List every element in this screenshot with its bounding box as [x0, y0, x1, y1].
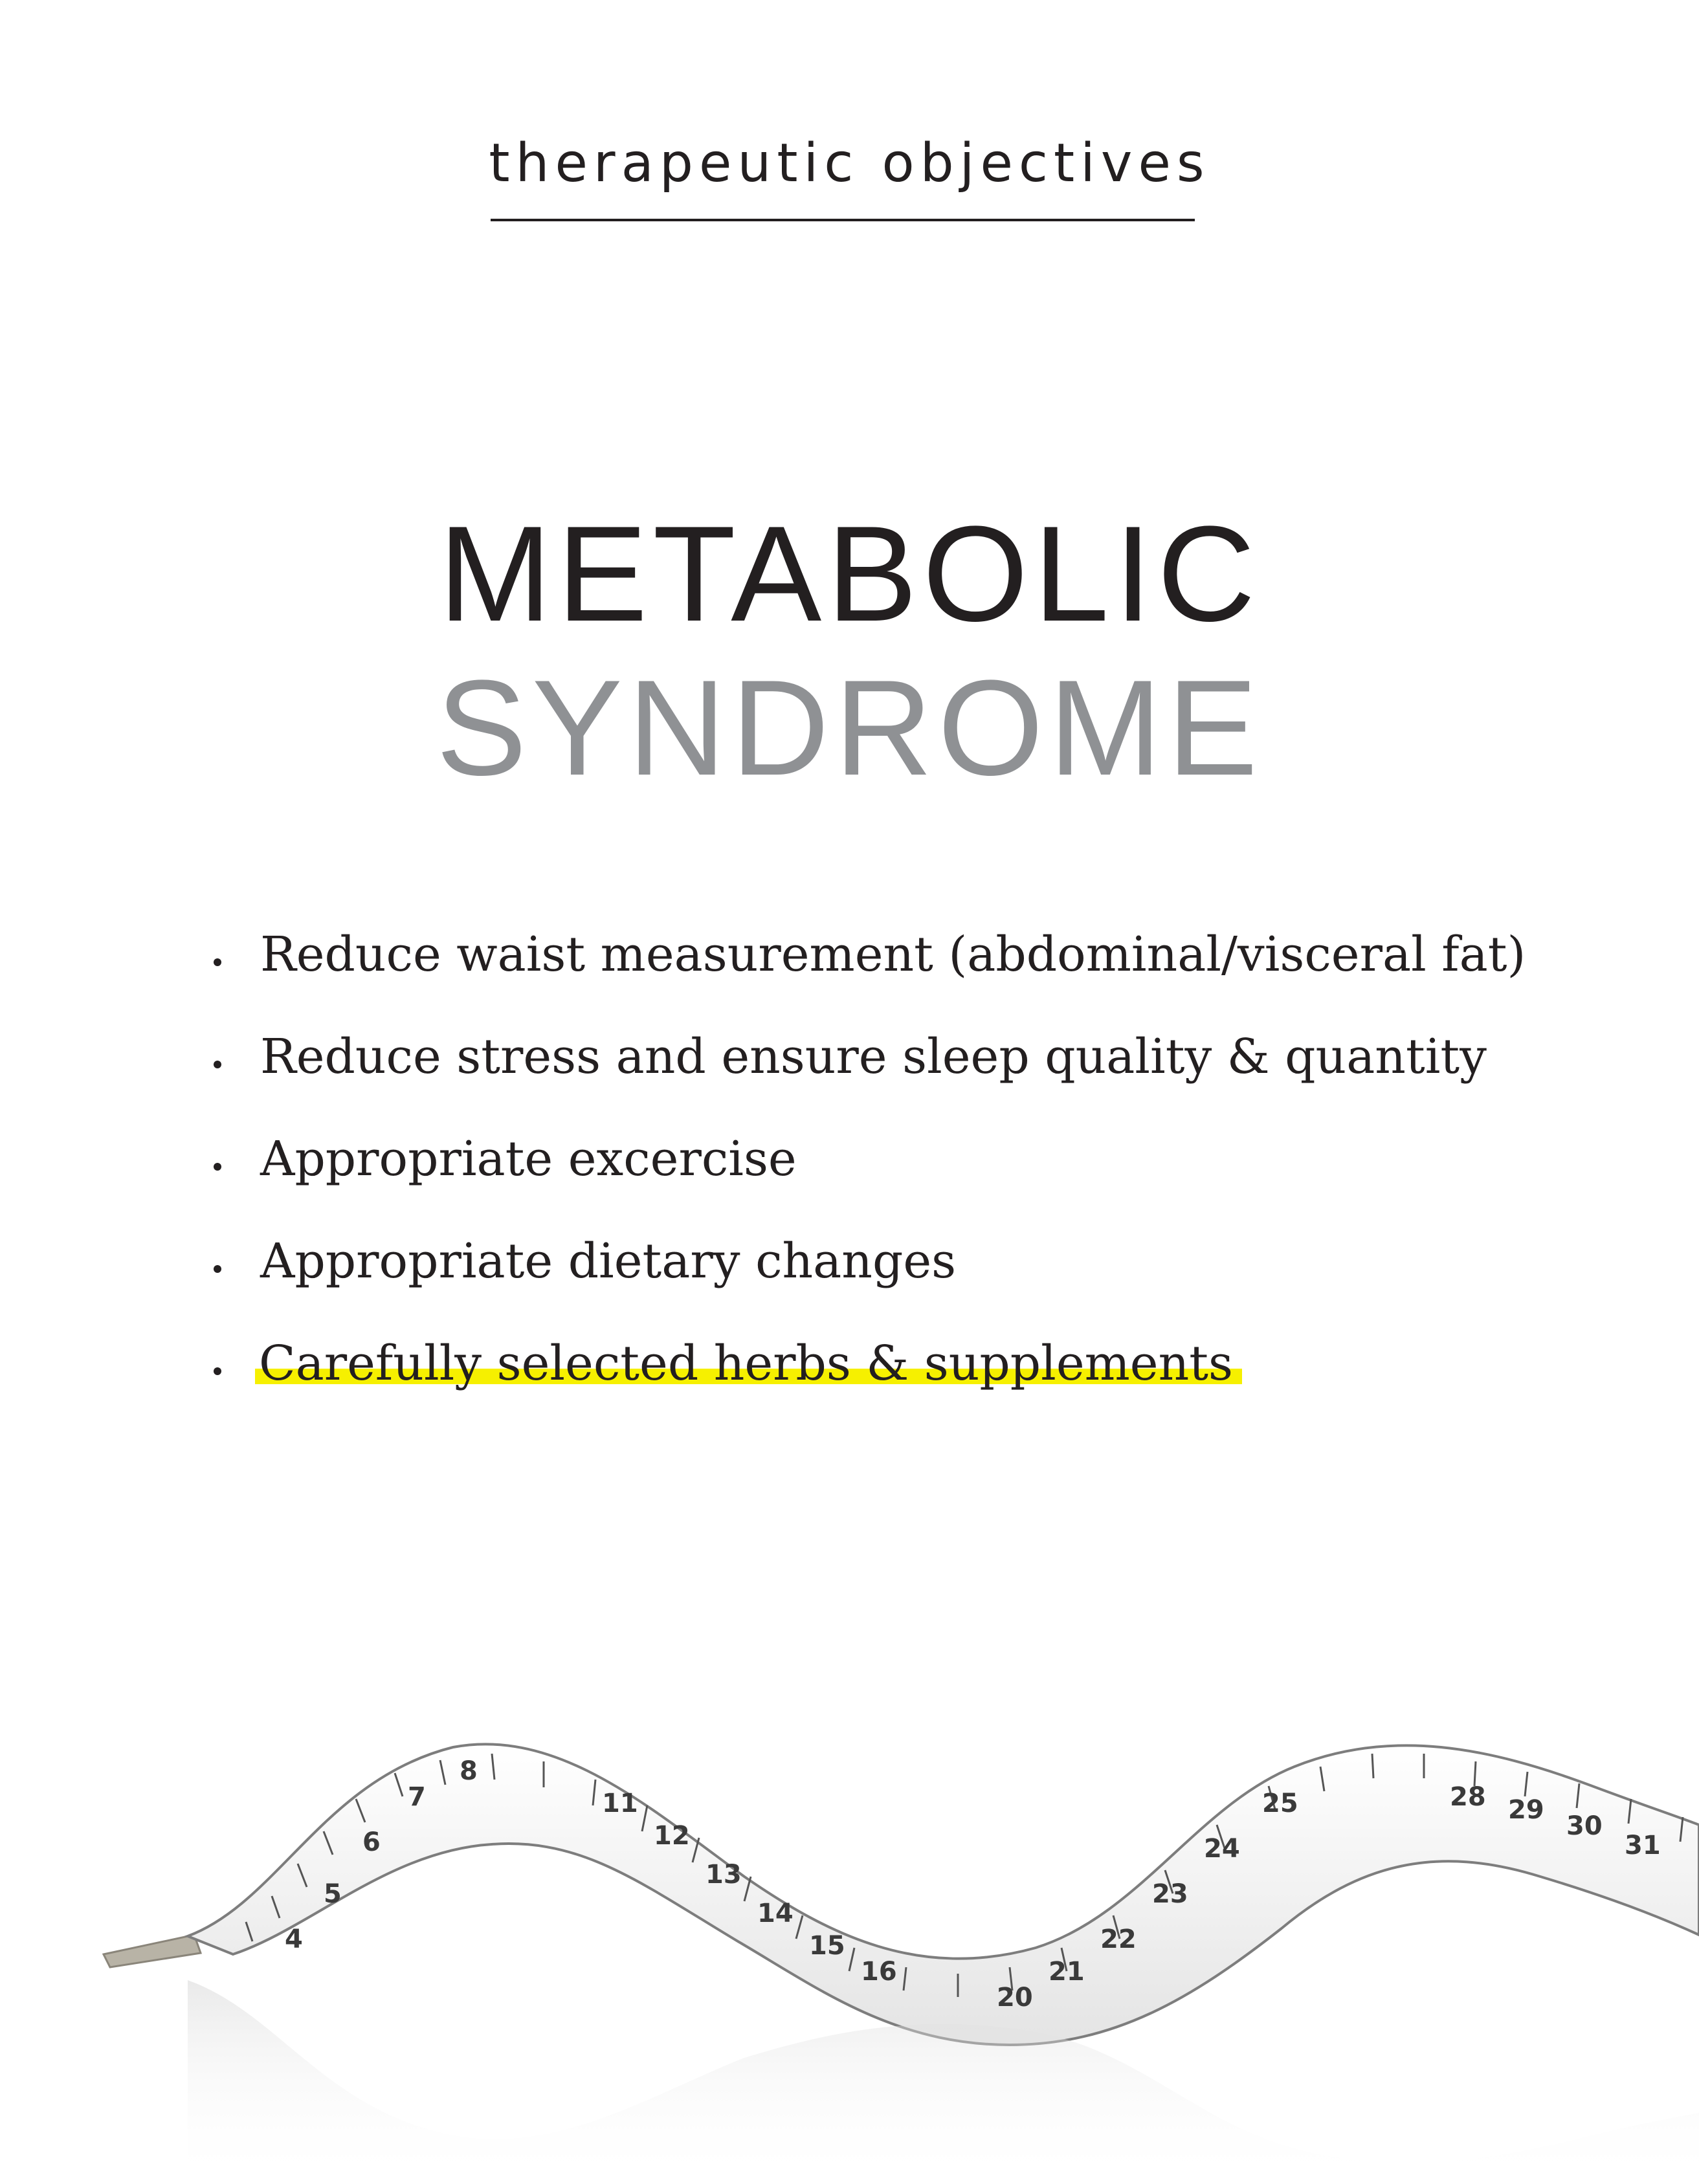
page-kicker: therapeutic objectives [489, 133, 1210, 194]
kicker-underline [491, 219, 1195, 221]
tape-number: 7 [408, 1782, 426, 1812]
tape-number: 6 [362, 1827, 381, 1857]
tape-number: 8 [460, 1756, 478, 1786]
tape-number: 14 [757, 1899, 794, 1928]
bullet-icon [214, 958, 221, 966]
tape-number: 23 [1152, 1879, 1188, 1909]
tape-number: 22 [1100, 1925, 1137, 1954]
tape-number: 29 [1508, 1795, 1544, 1825]
title-line-2: SYNDROME [436, 652, 1263, 804]
measuring-tape-icon [0, 1708, 1699, 2184]
tape-number: 5 [324, 1879, 342, 1909]
tape-number: 25 [1262, 1789, 1298, 1818]
bullet-icon [214, 1367, 221, 1375]
measuring-tape-illustration [0, 1708, 1699, 2184]
tape-number: 21 [1049, 1957, 1085, 1987]
objective-text: Appropriate dietary changes [260, 1233, 957, 1289]
tape-number: 12 [654, 1821, 690, 1851]
tape-number: 15 [809, 1931, 845, 1961]
tape-number: 11 [602, 1789, 638, 1818]
objective-text: Reduce waist measurement (abdominal/visceral fat) [260, 927, 1526, 982]
tape-number: 16 [861, 1957, 897, 1987]
title-line-1: METABOLIC [438, 498, 1261, 650]
bullet-icon [214, 1265, 221, 1273]
tape-number: 30 [1566, 1811, 1603, 1841]
bullet-icon [214, 1061, 221, 1068]
tape-number: 4 [285, 1925, 303, 1954]
objective-text-highlighted: Carefully selected herbs & supplements [255, 1331, 1242, 1396]
tape-number: 31 [1625, 1831, 1661, 1860]
tape-number: 20 [997, 1983, 1033, 2013]
bullet-icon [214, 1163, 221, 1171]
tape-number: 13 [705, 1860, 742, 1890]
tape-number: 24 [1204, 1834, 1240, 1864]
tape-number: 28 [1450, 1782, 1486, 1812]
objective-text: Reduce stress and ensure sleep quality & quantity [260, 1029, 1487, 1085]
objective-text: Appropriate excercise [260, 1131, 797, 1187]
